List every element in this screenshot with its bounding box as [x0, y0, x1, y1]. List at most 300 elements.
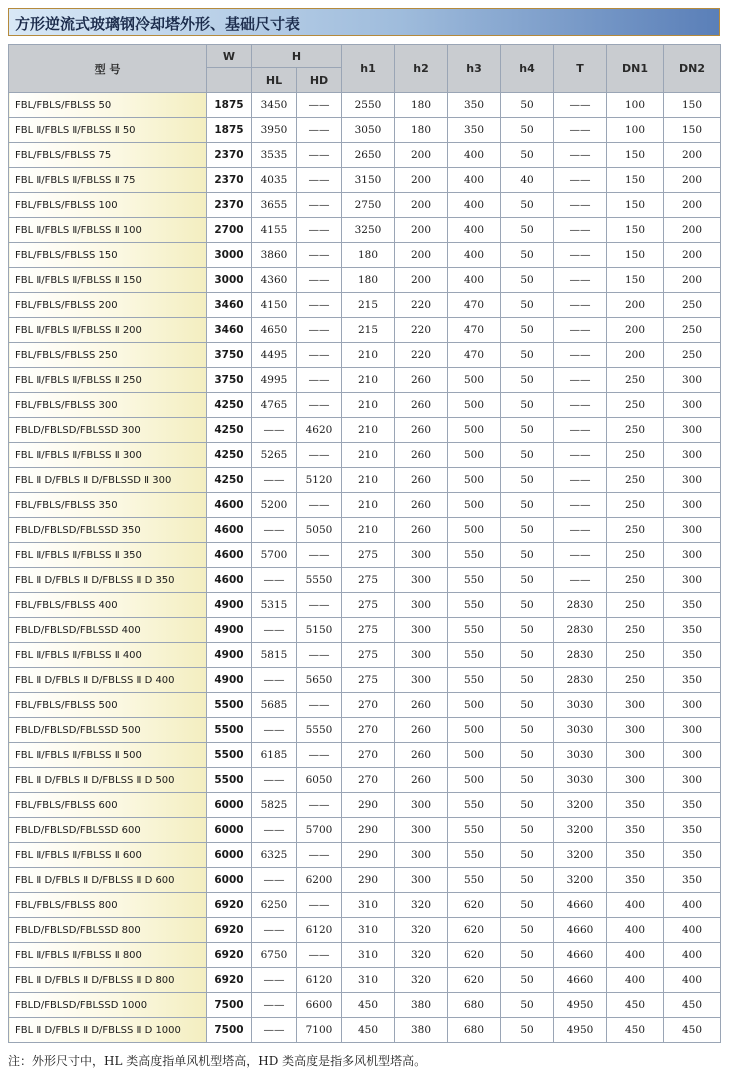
- cell-dn2: 300: [664, 743, 721, 768]
- cell-model: FBL Ⅱ/FBLS Ⅱ/FBLSS Ⅱ 300: [9, 443, 207, 468]
- cell-h2: 260: [395, 493, 448, 518]
- cell-h3: 550: [448, 593, 501, 618]
- cell-h3: 400: [448, 193, 501, 218]
- cell-dn1: 150: [607, 193, 664, 218]
- cell-hl: 5825: [252, 793, 297, 818]
- cell-h1: 180: [342, 243, 395, 268]
- cell-h1: 310: [342, 918, 395, 943]
- cell-dn1: 250: [607, 368, 664, 393]
- cell-h2: 300: [395, 643, 448, 668]
- cell-dn2: 300: [664, 493, 721, 518]
- cell-h3: 500: [448, 518, 501, 543]
- cell-h3: 550: [448, 818, 501, 843]
- cell-hl: ——: [252, 818, 297, 843]
- cell-h2: 300: [395, 668, 448, 693]
- cell-t: 4660: [554, 893, 607, 918]
- cell-hl: 4995: [252, 368, 297, 393]
- cell-h1: 2650: [342, 143, 395, 168]
- cell-w: 6000: [207, 818, 252, 843]
- cell-dn1: 300: [607, 743, 664, 768]
- cell-hl: ——: [252, 1018, 297, 1043]
- cell-h2: 320: [395, 943, 448, 968]
- cell-dn1: 150: [607, 268, 664, 293]
- cell-h2: 200: [395, 143, 448, 168]
- cell-hl: 5265: [252, 443, 297, 468]
- cell-h2: 300: [395, 843, 448, 868]
- cell-model: FBL Ⅱ/FBLS Ⅱ/FBLSS Ⅱ 350: [9, 543, 207, 568]
- cell-hl: 6250: [252, 893, 297, 918]
- cell-h4: 40: [501, 168, 554, 193]
- cell-hd: 6200: [297, 868, 342, 893]
- cell-h4: 50: [501, 468, 554, 493]
- header-hl: HL: [252, 68, 297, 93]
- cell-w: 7500: [207, 1018, 252, 1043]
- cell-h3: 500: [448, 443, 501, 468]
- header-w: W: [207, 45, 252, 68]
- cell-h4: 50: [501, 443, 554, 468]
- cell-model: FBL/FBLS/FBLSS 100: [9, 193, 207, 218]
- cell-h1: 290: [342, 793, 395, 818]
- cell-dn2: 300: [664, 443, 721, 468]
- cell-w: 6920: [207, 968, 252, 993]
- cell-h2: 260: [395, 418, 448, 443]
- cell-model: FBLD/FBLSD/FBLSSD 500: [9, 718, 207, 743]
- cell-t: 2830: [554, 643, 607, 668]
- cell-dn1: 250: [607, 668, 664, 693]
- header-dn2: DN2: [664, 45, 721, 93]
- cell-dn1: 250: [607, 643, 664, 668]
- cell-h3: 680: [448, 1018, 501, 1043]
- cell-hl: ——: [252, 993, 297, 1018]
- cell-h4: 50: [501, 493, 554, 518]
- cell-h3: 500: [448, 693, 501, 718]
- cell-model: FBL/FBLS/FBLSS 400: [9, 593, 207, 618]
- cell-w: 4250: [207, 393, 252, 418]
- cell-h3: 550: [448, 843, 501, 868]
- cell-hl: ——: [252, 868, 297, 893]
- cell-hd: 5120: [297, 468, 342, 493]
- table-row: [9, 793, 721, 818]
- cell-h3: 500: [448, 418, 501, 443]
- cell-hd: ——: [297, 793, 342, 818]
- cell-t: 3030: [554, 718, 607, 743]
- cell-h3: 500: [448, 368, 501, 393]
- cell-h1: 210: [342, 468, 395, 493]
- cell-hd: ——: [297, 693, 342, 718]
- cell-h3: 500: [448, 468, 501, 493]
- cell-model: FBL Ⅱ/FBLS Ⅱ/FBLSS Ⅱ 400: [9, 643, 207, 668]
- cell-hl: ——: [252, 668, 297, 693]
- table-row: [9, 218, 721, 243]
- cell-dn1: 400: [607, 893, 664, 918]
- cell-model: FBL Ⅱ/FBLS Ⅱ/FBLSS Ⅱ 250: [9, 368, 207, 393]
- cell-dn1: 250: [607, 418, 664, 443]
- table-row: [9, 118, 721, 143]
- cell-h2: 260: [395, 718, 448, 743]
- cell-w: 5500: [207, 718, 252, 743]
- cell-dn1: 350: [607, 868, 664, 893]
- cell-w: 3460: [207, 293, 252, 318]
- cell-h1: 310: [342, 943, 395, 968]
- cell-h2: 300: [395, 618, 448, 643]
- cell-h2: 260: [395, 443, 448, 468]
- cell-h2: 200: [395, 168, 448, 193]
- table-row: [9, 493, 721, 518]
- cell-h3: 500: [448, 718, 501, 743]
- cell-w: 4900: [207, 668, 252, 693]
- cell-model: FBL Ⅱ/FBLS Ⅱ/FBLSS Ⅱ 150: [9, 268, 207, 293]
- cell-model: FBL/FBLS/FBLSS 50: [9, 93, 207, 118]
- cell-hl: 3535: [252, 143, 297, 168]
- cell-h2: 300: [395, 593, 448, 618]
- cell-h3: 350: [448, 93, 501, 118]
- cell-hl: 5685: [252, 693, 297, 718]
- cell-hd: 6050: [297, 768, 342, 793]
- cell-dn2: 300: [664, 468, 721, 493]
- cell-w: 3750: [207, 368, 252, 393]
- cell-hl: 3450: [252, 93, 297, 118]
- cell-hd: ——: [297, 843, 342, 868]
- cell-hd: 5550: [297, 568, 342, 593]
- cell-dn1: 300: [607, 693, 664, 718]
- cell-w: 3750: [207, 343, 252, 368]
- cell-w: 3000: [207, 243, 252, 268]
- cell-model: FBL/FBLS/FBLSS 150: [9, 243, 207, 268]
- cell-h2: 300: [395, 818, 448, 843]
- cell-h4: 50: [501, 343, 554, 368]
- cell-w: 6000: [207, 843, 252, 868]
- cell-dn1: 100: [607, 118, 664, 143]
- table-row: [9, 1018, 721, 1043]
- cell-dn1: 150: [607, 218, 664, 243]
- cell-h2: 260: [395, 768, 448, 793]
- table-row: [9, 443, 721, 468]
- cell-hl: 6750: [252, 943, 297, 968]
- cell-h2: 220: [395, 293, 448, 318]
- cell-h3: 680: [448, 993, 501, 1018]
- cell-t: ——: [554, 268, 607, 293]
- cell-h3: 400: [448, 168, 501, 193]
- cell-hd: ——: [297, 93, 342, 118]
- cell-h4: 50: [501, 268, 554, 293]
- cell-dn2: 200: [664, 268, 721, 293]
- cell-t: ——: [554, 493, 607, 518]
- cell-h3: 400: [448, 243, 501, 268]
- cell-dn2: 300: [664, 568, 721, 593]
- cell-dn1: 250: [607, 443, 664, 468]
- cell-t: 3200: [554, 868, 607, 893]
- cell-dn2: 350: [664, 818, 721, 843]
- cell-h2: 200: [395, 193, 448, 218]
- cell-h3: 620: [448, 943, 501, 968]
- cell-h4: 50: [501, 118, 554, 143]
- table-row: [9, 993, 721, 1018]
- cell-h3: 500: [448, 493, 501, 518]
- cell-dn1: 150: [607, 168, 664, 193]
- cell-t: ——: [554, 168, 607, 193]
- cell-dn1: 250: [607, 493, 664, 518]
- cell-t: 3030: [554, 743, 607, 768]
- header-h1: h1: [342, 45, 395, 93]
- cell-h3: 500: [448, 393, 501, 418]
- cell-h1: 215: [342, 293, 395, 318]
- cell-dn1: 200: [607, 343, 664, 368]
- cell-h3: 400: [448, 143, 501, 168]
- cell-h3: 550: [448, 668, 501, 693]
- cell-dn2: 450: [664, 993, 721, 1018]
- cell-hd: ——: [297, 443, 342, 468]
- cell-dn1: 200: [607, 318, 664, 343]
- cell-hd: ——: [297, 593, 342, 618]
- cell-h1: 275: [342, 568, 395, 593]
- cell-hl: 5815: [252, 643, 297, 668]
- cell-dn1: 250: [607, 593, 664, 618]
- cell-w: 6000: [207, 793, 252, 818]
- cell-dn1: 100: [607, 93, 664, 118]
- cell-h3: 550: [448, 568, 501, 593]
- cell-h2: 260: [395, 368, 448, 393]
- cell-h4: 50: [501, 793, 554, 818]
- cell-dn1: 400: [607, 918, 664, 943]
- cell-h4: 50: [501, 918, 554, 943]
- header-h4: h4: [501, 45, 554, 93]
- header-model: 型 号: [9, 45, 207, 93]
- cell-hl: 3950: [252, 118, 297, 143]
- cell-h4: 50: [501, 1018, 554, 1043]
- cell-hd: ——: [297, 218, 342, 243]
- dimension-table: [8, 44, 721, 1043]
- cell-t: ——: [554, 393, 607, 418]
- title-bar: [8, 8, 720, 36]
- cell-dn1: 250: [607, 568, 664, 593]
- cell-w: 4900: [207, 643, 252, 668]
- cell-hd: 6600: [297, 993, 342, 1018]
- cell-dn2: 450: [664, 1018, 721, 1043]
- cell-h1: 275: [342, 543, 395, 568]
- cell-h1: 275: [342, 618, 395, 643]
- cell-hl: 6185: [252, 743, 297, 768]
- table-row: [9, 693, 721, 718]
- cell-w: 4600: [207, 493, 252, 518]
- cell-model: FBL/FBLS/FBLSS 300: [9, 393, 207, 418]
- cell-dn2: 400: [664, 918, 721, 943]
- cell-h4: 50: [501, 993, 554, 1018]
- cell-model: FBLD/FBLSD/FBLSSD 600: [9, 818, 207, 843]
- cell-h4: 50: [501, 893, 554, 918]
- cell-hd: 4620: [297, 418, 342, 443]
- cell-h4: 50: [501, 643, 554, 668]
- cell-dn2: 300: [664, 543, 721, 568]
- cell-dn1: 250: [607, 393, 664, 418]
- cell-dn2: 350: [664, 643, 721, 668]
- cell-model: FBL/FBLS/FBLSS 250: [9, 343, 207, 368]
- cell-h3: 550: [448, 643, 501, 668]
- cell-w: 4900: [207, 593, 252, 618]
- cell-h1: 450: [342, 993, 395, 1018]
- table-row: [9, 318, 721, 343]
- cell-w: 1875: [207, 118, 252, 143]
- cell-h2: 320: [395, 968, 448, 993]
- cell-h1: 210: [342, 493, 395, 518]
- cell-model: FBL/FBLS/FBLSS 200: [9, 293, 207, 318]
- cell-h3: 470: [448, 318, 501, 343]
- cell-h3: 620: [448, 968, 501, 993]
- cell-dn1: 150: [607, 243, 664, 268]
- cell-dn2: 300: [664, 393, 721, 418]
- cell-w: 2370: [207, 143, 252, 168]
- cell-w: 6920: [207, 918, 252, 943]
- cell-h1: 275: [342, 593, 395, 618]
- cell-w: 2370: [207, 168, 252, 193]
- cell-dn2: 150: [664, 118, 721, 143]
- cell-h4: 50: [501, 93, 554, 118]
- cell-hd: ——: [297, 118, 342, 143]
- cell-model: FBL Ⅱ/FBLS Ⅱ/FBLSS Ⅱ 600: [9, 843, 207, 868]
- header-hd: HD: [297, 68, 342, 93]
- cell-h3: 550: [448, 868, 501, 893]
- cell-h4: 50: [501, 943, 554, 968]
- cell-t: ——: [554, 518, 607, 543]
- cell-h1: 2750: [342, 193, 395, 218]
- table-row: [9, 818, 721, 843]
- table-row: [9, 643, 721, 668]
- cell-h1: 270: [342, 743, 395, 768]
- cell-hd: ——: [297, 368, 342, 393]
- cell-dn1: 400: [607, 943, 664, 968]
- cell-w: 5500: [207, 768, 252, 793]
- table-row: [9, 418, 721, 443]
- cell-w: 4600: [207, 543, 252, 568]
- cell-t: 4950: [554, 1018, 607, 1043]
- cell-w: 4600: [207, 568, 252, 593]
- cell-hd: ——: [297, 268, 342, 293]
- cell-h1: 310: [342, 968, 395, 993]
- cell-h2: 180: [395, 118, 448, 143]
- cell-h2: 260: [395, 468, 448, 493]
- cell-w: 3000: [207, 268, 252, 293]
- cell-t: ——: [554, 218, 607, 243]
- table-row: [9, 668, 721, 693]
- cell-t: ——: [554, 543, 607, 568]
- cell-t: ——: [554, 568, 607, 593]
- cell-dn2: 300: [664, 368, 721, 393]
- cell-dn2: 350: [664, 593, 721, 618]
- cell-t: ——: [554, 468, 607, 493]
- cell-h2: 200: [395, 268, 448, 293]
- cell-t: 2830: [554, 593, 607, 618]
- cell-t: 3200: [554, 818, 607, 843]
- cell-dn2: 150: [664, 93, 721, 118]
- cell-w: 6920: [207, 943, 252, 968]
- cell-dn1: 250: [607, 518, 664, 543]
- table-row: [9, 268, 721, 293]
- cell-h2: 380: [395, 993, 448, 1018]
- cell-h3: 550: [448, 618, 501, 643]
- cell-w: 4600: [207, 518, 252, 543]
- cell-t: 2830: [554, 618, 607, 643]
- cell-hl: ——: [252, 718, 297, 743]
- cell-w: 5500: [207, 693, 252, 718]
- table-row: [9, 143, 721, 168]
- cell-w: 5500: [207, 743, 252, 768]
- cell-dn2: 200: [664, 193, 721, 218]
- cell-dn1: 350: [607, 843, 664, 868]
- cell-h1: 275: [342, 668, 395, 693]
- cell-model: FBL Ⅱ/FBLS Ⅱ/FBLSS Ⅱ 800: [9, 943, 207, 968]
- cell-hd: 5650: [297, 668, 342, 693]
- cell-h2: 180: [395, 93, 448, 118]
- cell-h1: 210: [342, 343, 395, 368]
- cell-hl: 5200: [252, 493, 297, 518]
- cell-h2: 220: [395, 343, 448, 368]
- cell-h4: 50: [501, 668, 554, 693]
- cell-hd: ——: [297, 543, 342, 568]
- cell-h1: 210: [342, 418, 395, 443]
- cell-model: FBL Ⅱ/FBLS Ⅱ/FBLSS Ⅱ 500: [9, 743, 207, 768]
- cell-h4: 50: [501, 293, 554, 318]
- cell-w: 4250: [207, 443, 252, 468]
- cell-t: ——: [554, 368, 607, 393]
- cell-t: ——: [554, 418, 607, 443]
- footnote: 注：外形尺寸中，HL 类高度指单风机型塔高，HD 类高度是指多风机型塔高。: [8, 1054, 427, 1068]
- cell-model: FBL/FBLS/FBLSS 500: [9, 693, 207, 718]
- cell-h2: 300: [395, 543, 448, 568]
- cell-w: 2370: [207, 193, 252, 218]
- cell-hl: 6325: [252, 843, 297, 868]
- cell-h4: 50: [501, 768, 554, 793]
- cell-dn2: 400: [664, 968, 721, 993]
- cell-h3: 550: [448, 793, 501, 818]
- cell-dn2: 200: [664, 143, 721, 168]
- cell-dn2: 350: [664, 843, 721, 868]
- cell-model: FBLD/FBLSD/FBLSSD 300: [9, 418, 207, 443]
- cell-w: 4900: [207, 618, 252, 643]
- cell-h4: 50: [501, 718, 554, 743]
- cell-w: 6920: [207, 893, 252, 918]
- cell-h4: 50: [501, 368, 554, 393]
- cell-h3: 400: [448, 218, 501, 243]
- cell-h3: 350: [448, 118, 501, 143]
- cell-hd: ——: [297, 393, 342, 418]
- header-h: H: [252, 45, 342, 68]
- cell-h4: 50: [501, 868, 554, 893]
- cell-hd: ——: [297, 943, 342, 968]
- cell-hd: ——: [297, 743, 342, 768]
- cell-hl: 4035: [252, 168, 297, 193]
- header-w-sub: [207, 68, 252, 93]
- cell-model: FBL Ⅱ/FBLS Ⅱ/FBLSS Ⅱ 200: [9, 318, 207, 343]
- cell-dn2: 250: [664, 343, 721, 368]
- cell-hd: 7100: [297, 1018, 342, 1043]
- header-h2: h2: [395, 45, 448, 93]
- cell-h1: 3150: [342, 168, 395, 193]
- cell-hl: ——: [252, 918, 297, 943]
- cell-model: FBLD/FBLSD/FBLSSD 400: [9, 618, 207, 643]
- cell-h2: 260: [395, 693, 448, 718]
- cell-dn2: 300: [664, 418, 721, 443]
- cell-h1: 215: [342, 318, 395, 343]
- cell-h1: 450: [342, 1018, 395, 1043]
- cell-model: FBL Ⅱ D/FBLS Ⅱ D/FBLSS Ⅱ D 600: [9, 868, 207, 893]
- cell-model: FBL Ⅱ D/FBLS Ⅱ D/FBLSS Ⅱ D 800: [9, 968, 207, 993]
- cell-h2: 300: [395, 868, 448, 893]
- cell-dn2: 400: [664, 943, 721, 968]
- cell-h1: 180: [342, 268, 395, 293]
- header-dn1: DN1: [607, 45, 664, 93]
- cell-h3: 550: [448, 543, 501, 568]
- cell-t: 3200: [554, 793, 607, 818]
- cell-h1: 3050: [342, 118, 395, 143]
